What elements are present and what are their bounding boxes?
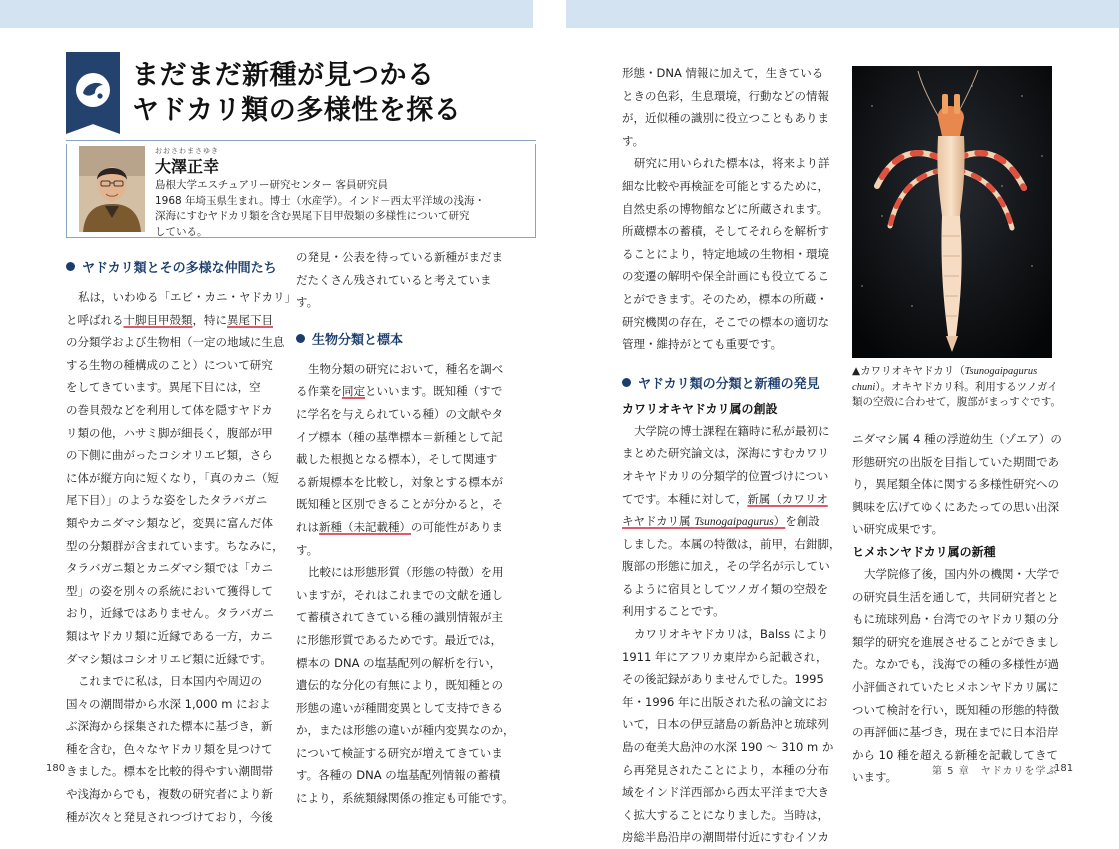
body-line: れは新種（未記載種）の可能性がありま <box>296 519 503 534</box>
body-line: の分類学および生物相（一定の地域に生息 <box>66 335 285 350</box>
body-line: す。 <box>296 295 319 310</box>
author-bio-line: 島根大学エスチュアリー研究センター 客員研究員 <box>155 179 388 191</box>
body-line: る新規標本を比較し，対象とする標本が <box>296 474 503 489</box>
body-line: をしてきています。異尾下目には，空 <box>66 380 261 395</box>
body-line: が，近似種の識別に役立つこともありま <box>622 111 829 126</box>
caption-line: 類の空殻に合わせて，腹部がまっすぐです。 <box>852 396 1061 408</box>
body-line: す。 <box>622 133 645 148</box>
author-photo <box>79 146 145 232</box>
body-line: 尾下目）」のような姿をしたタラバガニ <box>66 493 268 508</box>
author-ruby: おおさわまさゆき <box>155 147 219 155</box>
body-line: り，異尾類全体に関する多様性研究への <box>852 477 1059 492</box>
body-line: の再評価に基づき，現在までに日本沿岸 <box>852 725 1059 740</box>
bullet-dot-icon <box>296 334 305 343</box>
body-line: 房総半島沿岸の潮間帯付近にすむイソカ <box>622 830 829 845</box>
bullet-dot-icon <box>622 378 631 387</box>
body-line: いますが，それはこれまでの文献を通し <box>296 587 503 602</box>
body-line: と呼ばれる十脚目甲殻類，特に異尾下目 <box>66 312 273 327</box>
body-line: 私は，いわゆる「エビ・カニ・ヤドカリ」 <box>78 290 297 304</box>
body-line: まとめた研究論文は，深海にすむカワリ <box>622 446 829 461</box>
body-line: いて，日本の伊豆諸島の新島沖と琉球列 <box>622 717 829 732</box>
body-line: 生物分類の研究において，種名を調べ <box>308 361 504 376</box>
author-bio-line: している。 <box>155 225 208 238</box>
body-line: 小評価されていたヒメホンヤドカリ属に <box>852 679 1059 694</box>
page-number-right: 181 <box>1054 763 1074 774</box>
body-line: 利用することです。 <box>622 604 725 619</box>
body-line: て蓄積されてきている種の識別情報が主 <box>296 610 503 625</box>
body-line: について検証する研究が増えてきていま <box>296 745 503 760</box>
body-line: 既知種と区別できることが分かると，そ <box>296 497 503 512</box>
body-line: イプ標本（種の基準標本＝新種として記 <box>296 429 503 444</box>
body-line: 興味を広げてゆくにあたっての思い出深 <box>852 499 1059 514</box>
body-line: 型の分類群が含まれています。ちなみに， <box>66 538 284 553</box>
body-line: 域をインド洋西部から西太平洋まで大き <box>622 785 829 800</box>
body-line: の巻貝殻などを利用して体を隠すヤドカ <box>66 402 273 417</box>
body-line: 研究に用いられた標本は，将来より詳 <box>634 156 830 171</box>
body-line: 所蔵標本の蓄積，そしてそれらを解析す <box>622 224 829 239</box>
body-line: 研究機関の存在，そこでの標本の適切な <box>622 314 829 329</box>
body-line: た。なかでも，浅海での種の多様性が過 <box>852 657 1059 672</box>
subheading-pagurus-new-species: ヒメホンヤドカリ属の新種 <box>852 544 996 559</box>
body-line: ついて検討を行い，既知種の形態的特徴 <box>852 702 1059 717</box>
hermit-crab-logo-icon <box>75 72 111 108</box>
body-line: オキヤドカリの分類学的位置づけについ <box>622 468 829 483</box>
body-line: る作業を同定といいます。既知種（すで <box>296 384 503 399</box>
body-line: 管理・維持がとても重要です。 <box>622 337 783 352</box>
caption-line: ▲カワリオキヤドカリ（Tsunogaipagurus <box>852 365 1038 377</box>
body-line: 種が次々と発見されつづけており，今後 <box>66 809 273 824</box>
page-number-left: 180 <box>46 763 66 774</box>
section-heading-classification: 生物分類と標本 <box>296 328 508 354</box>
body-line: 自然史系の博物館などに所蔵されます。 <box>622 201 829 216</box>
body-line: に体が縦方向に短くなり，「真のカニ（短 <box>66 470 279 485</box>
body-line: 腹部の形態に加え，その学名が示してい <box>622 559 830 574</box>
title-line-2: ヤドカリ類の多様性を探る <box>132 95 462 126</box>
body-line: 国々の潮間帯から水深 1,000 m におよ <box>66 696 271 711</box>
column-2 <box>296 246 515 810</box>
body-line: 載した根拠となる標本），そして関連す <box>296 452 498 467</box>
body-line: 年・1996 年に出版された私の論文にお <box>622 694 828 709</box>
body-line: 種を含む，色々なヤドカリ類を見つけて <box>66 741 273 756</box>
photo-caption <box>852 364 1062 411</box>
author-bio-line: 1968 年埼玉県生まれ。博士（水産学）。インド－西太平洋域の浅海・ <box>155 194 485 207</box>
body-line: 型」の姿を別々の系統において獲得して <box>66 583 273 598</box>
body-line: 大学院修了後，国内外の機関・大学で <box>864 566 1060 581</box>
body-line: い研究成果です。 <box>852 522 944 537</box>
body-line: ぶ深海から採集された標本に基づき，新 <box>66 719 273 734</box>
body-line: ることにより，特定地域の生物相・環境 <box>622 246 829 261</box>
body-line: おり，近縁ではありません。タラバガニ <box>66 606 274 621</box>
body-line: います。 <box>852 770 898 785</box>
body-line: 類はヤドカリ類に近縁である一方，カニ <box>66 628 273 643</box>
body-line: ダマシ類はコシオリエビ類に近縁です。 <box>66 651 272 666</box>
body-line: の下側に曲がったコシオリエビ類，さら <box>66 448 273 463</box>
body-line: ら再発見されたことにより，本種の分布 <box>622 762 829 777</box>
body-line: 遺伝的な分化の有無により，既知種との <box>296 678 503 693</box>
body-line: する生物の種構成のこと）について研究 <box>66 357 273 372</box>
body-line: から 10 種を超える新種を記載してきて <box>852 747 1058 762</box>
author-box <box>66 144 536 238</box>
body-line: 形態・DNA 情報に加えて，生きている <box>622 66 824 80</box>
body-line: す。 <box>296 542 319 557</box>
body-line: 標本の DNA の塩基配列の解析を行い， <box>296 655 502 670</box>
title-line-1: まだまだ新種が見つかる <box>132 60 435 91</box>
body-line: や浅海からでも，複数の研究者により新 <box>66 787 273 802</box>
column-1 <box>66 256 297 828</box>
body-line: 比較には形態形質（形態の特徴）を用 <box>308 565 504 580</box>
body-line: だたくさん残されていると考えていま <box>296 272 492 287</box>
body-line: しました。本属の特徴は，前甲，右鉗脚， <box>622 536 841 551</box>
body-line: 類やカニダマシ類など，変異に富んだ体 <box>66 515 273 530</box>
section-heading-new-species: ヤドカリ類の分類と新種の発見 <box>622 372 834 398</box>
body-line: の研究員生活を通して，共同研究者とと <box>852 589 1059 604</box>
author-bio-line: 深海にすむヤドカリ類を含む異尾下目甲殻類の多様性について研究 <box>155 210 470 222</box>
subheading-tsunogaipagurus: カワリオキヤドカリ属の創設 <box>622 401 778 416</box>
column-4 <box>852 428 1064 789</box>
body-line: 類学的研究を進展させることができまし <box>852 634 1059 649</box>
title-rule <box>66 140 536 141</box>
body-line: その後記録がありませんでした。1995 <box>622 672 824 687</box>
body-line: に形態形質であるためです。最近では， <box>296 632 503 647</box>
body-line: 形態研究の出版を目指していた期間であ <box>852 454 1059 469</box>
body-line: か，または形態の違いが種内変異なのか， <box>296 723 515 738</box>
body-line: す。各種の DNA の塩基配列情報の蓄積 <box>296 768 501 783</box>
body-line: 形態の違いが種間変異として支持できる <box>296 700 503 715</box>
body-line: の変遷の解明や保全計画にも役立てるこ <box>622 269 829 284</box>
body-line: 大学院の博士課程在籍時に私が最初に <box>634 423 830 438</box>
bullet-dot-icon <box>66 262 75 271</box>
body-line: きました。標本を比較的得やすい潮間帯 <box>66 764 273 779</box>
top-band-right <box>566 0 1119 28</box>
body-line: 1911 年にアフリカ東岸から記載され， <box>622 649 828 664</box>
author-bio <box>155 178 531 240</box>
article-title <box>132 58 532 128</box>
body-line: これまでに私は，日本国内や周辺の <box>78 674 262 689</box>
body-line: により，系統類縁関係の推定も可能です。 <box>296 791 514 806</box>
body-line: 細な比較や再検証を可能とするために， <box>622 178 829 193</box>
body-line: キヤドカリ属 Tsunogaipagurus）を創設 <box>622 514 820 529</box>
body-line: てです。本種に対して，新属（カワリオ <box>622 491 828 506</box>
author-name: 大澤正幸 <box>155 157 220 176</box>
top-band-left <box>0 0 533 28</box>
body-line: カワリオキヤドカリは，Balss により <box>634 627 829 642</box>
column-3 <box>622 62 841 849</box>
caption-line: chuni）。オキヤドカリ科。利用するツノガイ <box>852 380 1058 393</box>
body-line: に学名を与えられている種）の文献やタ <box>296 406 503 421</box>
body-line: タラバガニ類とカニダマシ類では「カニ <box>66 561 273 576</box>
body-line: ニダマシ属 4 種の浮遊幼生（ゾエア）の <box>852 432 1062 446</box>
body-line: 島の奄美大島沖の水深 190 ～ 310 m か <box>622 740 834 755</box>
running-head: 第 5 章 ヤドカリを学ぶ <box>932 766 1058 777</box>
hermit-crab-photo <box>852 66 1052 358</box>
body-line: く拡大することになりました。当時は， <box>622 807 829 822</box>
body-line: ときの色彩，生息環境，行動などの情報 <box>622 88 829 103</box>
body-line: リ類の他，ハサミ脚が細長く，腹部が甲 <box>66 425 273 440</box>
section-heading-hermit-crabs: ヤドカリ類とその多様な仲間たち <box>66 256 278 282</box>
body-line: もに琉球列島・台湾でのヤドカリ類の分 <box>852 612 1059 627</box>
body-line: の発見・公表を待っている新種がまだま <box>296 250 503 264</box>
body-line: とができます。そのため，標本の所蔵・ <box>622 291 828 306</box>
title-bookmark <box>66 52 120 134</box>
body-line: るように宿貝としてツノガイ類の空殻を <box>622 581 829 596</box>
